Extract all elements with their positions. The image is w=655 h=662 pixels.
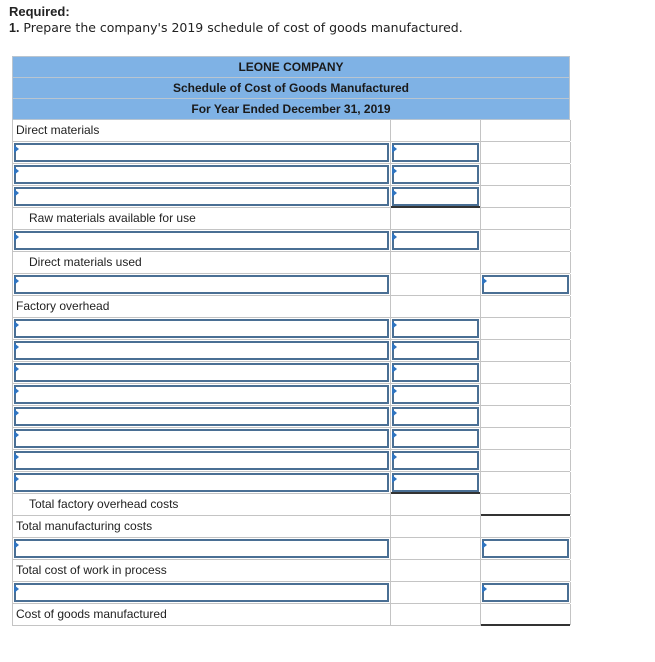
fo-entry-4-label-input[interactable] — [14, 385, 389, 404]
row-wip-ending-entry — [12, 582, 570, 604]
row-wip-beginning-entry — [12, 538, 570, 560]
fo-entry-6-label-input[interactable] — [14, 429, 389, 448]
row-fo-entry-3 — [12, 362, 570, 384]
fo-entry-8-amount-input[interactable] — [392, 473, 479, 492]
fo-entry-5-amount-input[interactable] — [392, 407, 479, 426]
row-direct-materials — [12, 120, 570, 142]
row-total-cost-wip — [12, 560, 570, 582]
fo-entry-1-label-input[interactable] — [14, 319, 389, 338]
row-fo-entry-8 — [12, 472, 570, 494]
row-total-manufacturing-costs — [12, 516, 570, 538]
dm-entry-2-label-input[interactable] — [14, 165, 389, 184]
row-label: Cost of goods manufactured — [16, 607, 167, 621]
fo-entry-6-amount-input[interactable] — [392, 429, 479, 448]
fo-entry-8-label-input[interactable] — [14, 473, 389, 492]
row-fo-entry-6 — [12, 428, 570, 450]
dm-less-label-input[interactable] — [14, 231, 389, 250]
dm-entry-1-label-input[interactable] — [14, 143, 389, 162]
direct-labor-label-input[interactable] — [14, 275, 389, 294]
schedule-header — [12, 56, 570, 120]
dm-entry-3-label-input[interactable] — [14, 187, 389, 206]
row-direct-labor-entry — [12, 274, 570, 296]
row-dm-entry-3 — [12, 186, 570, 208]
row-fo-entry-7 — [12, 450, 570, 472]
row-fo-entry-4 — [12, 384, 570, 406]
fo-entry-3-label-input[interactable] — [14, 363, 389, 382]
row-label: Raw materials available for use — [29, 211, 196, 225]
row-dm-entry-2 — [12, 164, 570, 186]
fo-entry-7-amount-input[interactable] — [392, 451, 479, 470]
row-fo-entry-2 — [12, 340, 570, 362]
row-dm-less-entry — [12, 230, 570, 252]
row-label: Direct materials — [16, 123, 100, 137]
fo-entry-3-amount-input[interactable] — [392, 363, 479, 382]
fo-entry-7-label-input[interactable] — [14, 451, 389, 470]
requirement-body: Prepare the company's 2019 schedule of cost of goods manufactured. — [23, 20, 463, 35]
dm-entry-2-amount-input[interactable] — [392, 165, 479, 184]
fo-entry-4-amount-input[interactable] — [392, 385, 479, 404]
direct-labor-amount-input[interactable] — [482, 275, 569, 294]
company-name: LEONE COMPANY — [13, 57, 569, 78]
fo-entry-2-amount-input[interactable] — [392, 341, 479, 360]
row-label: Total manufacturing costs — [16, 519, 153, 533]
row-cost-of-goods-manufactured — [12, 604, 570, 626]
required-heading: Required: — [9, 4, 70, 19]
wip-ending-amount-input[interactable] — [482, 583, 569, 602]
dm-entry-3-amount-input[interactable] — [392, 187, 479, 206]
row-fo-entry-1 — [12, 318, 570, 340]
wip-beginning-amount-input[interactable] — [482, 539, 569, 558]
fo-entry-2-label-input[interactable] — [14, 341, 389, 360]
instructions — [9, 4, 463, 36]
row-dm-entry-1 — [12, 142, 570, 164]
wip-ending-label-input[interactable] — [14, 583, 389, 602]
schedule-period: For Year Ended December 31, 2019 — [13, 99, 569, 120]
row-label: Total factory overhead costs — [29, 497, 179, 511]
row-raw-materials-available — [12, 208, 570, 230]
row-label: Direct materials used — [29, 255, 142, 269]
row-fo-entry-5 — [12, 406, 570, 428]
requirement-number: 1. — [9, 21, 20, 35]
dm-less-amount-input[interactable] — [392, 231, 479, 250]
cogm-schedule — [12, 56, 570, 626]
row-total-factory-overhead — [12, 494, 570, 516]
row-direct-materials-used — [12, 252, 570, 274]
schedule-title: Schedule of Cost of Goods Manufactured — [13, 78, 569, 99]
row-factory-overhead — [12, 296, 570, 318]
wip-beginning-label-input[interactable] — [14, 539, 389, 558]
fo-entry-1-amount-input[interactable] — [392, 319, 479, 338]
fo-entry-5-label-input[interactable] — [14, 407, 389, 426]
row-label: Factory overhead — [16, 299, 110, 313]
dm-entry-1-amount-input[interactable] — [392, 143, 479, 162]
row-label: Total cost of work in process — [16, 563, 167, 577]
requirement-text — [9, 20, 463, 36]
